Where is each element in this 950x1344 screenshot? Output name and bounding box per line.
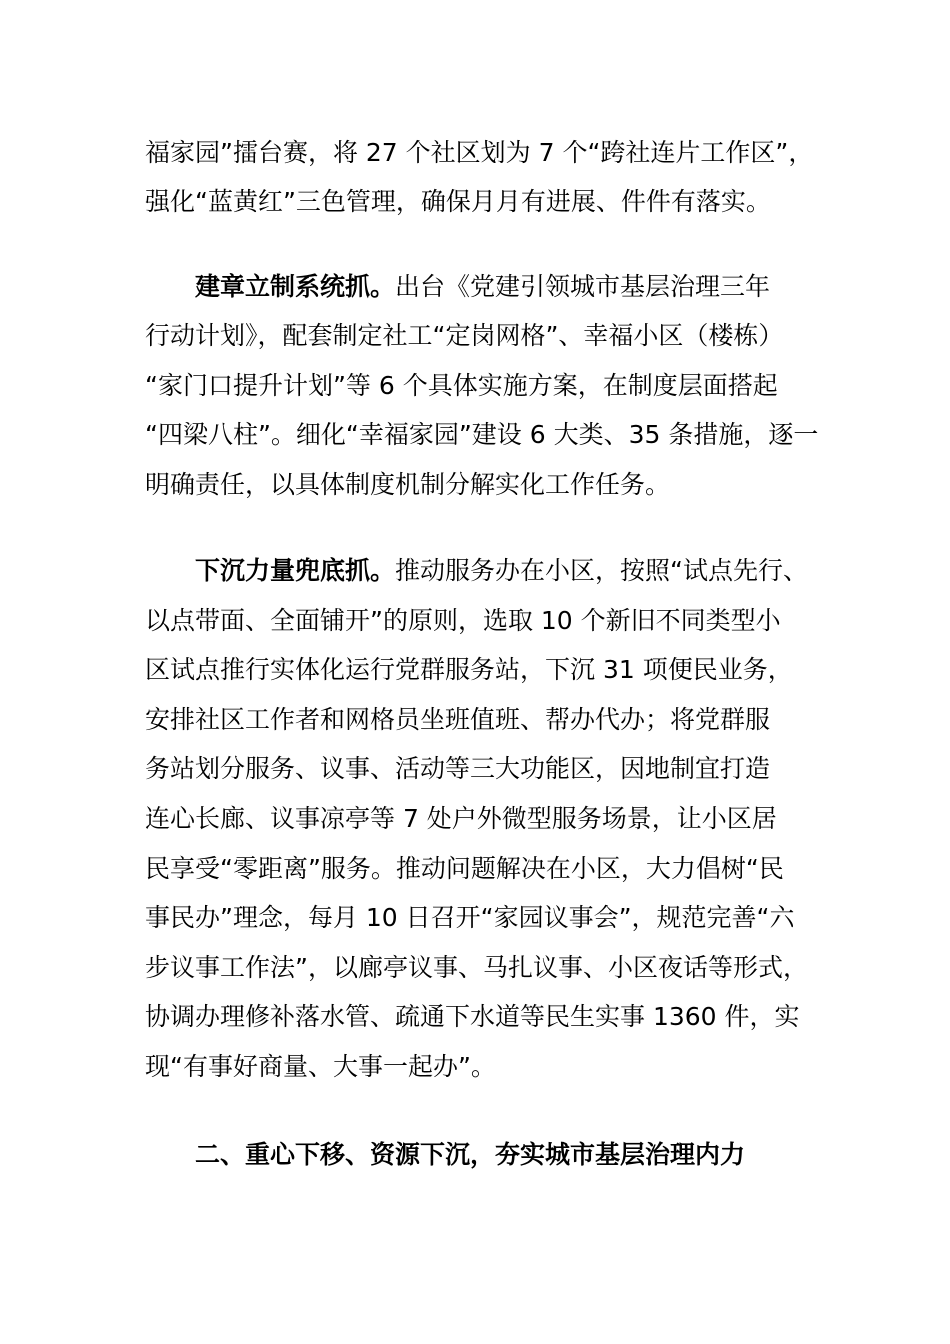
- text-line: 事民办”理念，每月 10 日召开“家园议事会”，规范完善“六: [145, 903, 795, 932]
- text-line: 行动计划》，配套制定社工“定岗网格”、幸福小区（楼栋）: [145, 321, 784, 350]
- text-line: 强化“蓝黄红”三色管理，确保月月有进展、件件有落实。: [145, 187, 771, 216]
- text-line: 以点带面、全面铺开”的原则，选取 10 个新旧不同类型小: [145, 606, 781, 635]
- text-line: 民享受“零距离”服务。推动问题解决在小区，大力倡树“民: [145, 854, 784, 883]
- paragraph-heading: 建章立制系统抓。: [195, 272, 396, 301]
- text-line: 福家园”擂台赛，将 27 个社区划为 7 个“跨社连片工作区”，: [145, 138, 814, 167]
- text-line: 区试点推行实体化运行党群服务站，下沉 31 项便民业务，: [145, 655, 793, 684]
- section-heading: 二、重心下移、资源下沉，夯实城市基层治理内力: [195, 1140, 746, 1169]
- text-span: 出台《党建引领城市基层治理三年: [395, 272, 771, 301]
- paragraph-first-line: [195, 546, 825, 596]
- text-line: “四梁八柱”。细化“幸福家园”建设 6 大类、35 条措施，逐一: [145, 420, 819, 449]
- text-line: 协调办理修补落水管、疏通下水道等民生实事 1360 件，实: [145, 1002, 800, 1031]
- text-line: “家门口提升计划”等 6 个具体实施方案，在制度层面搭起: [145, 371, 778, 400]
- text-line: 安排社区工作者和网格员坐班值班、帮办代办；将党群服: [145, 705, 771, 734]
- text-line: 明确责任，以具体制度机制分解实化工作任务。: [145, 470, 671, 499]
- text-line: 务站划分服务、议事、活动等三大功能区，因地制宜打造: [145, 754, 771, 783]
- paragraph-first-line: [195, 262, 825, 312]
- paragraph-heading: 下沉力量兜底抓。: [195, 556, 396, 585]
- text-line: 连心长廊、议事凉亭等 7 处户外微型服务场景，让小区居: [145, 804, 777, 833]
- text-span: 推动服务办在小区，按照“试点先行、: [395, 556, 808, 585]
- text-line: 步议事工作法”，以廊亭议事、马扎议事、小区夜话等形式，: [145, 953, 808, 982]
- text-line: 现“有事好商量、大事一起办”。: [145, 1052, 496, 1081]
